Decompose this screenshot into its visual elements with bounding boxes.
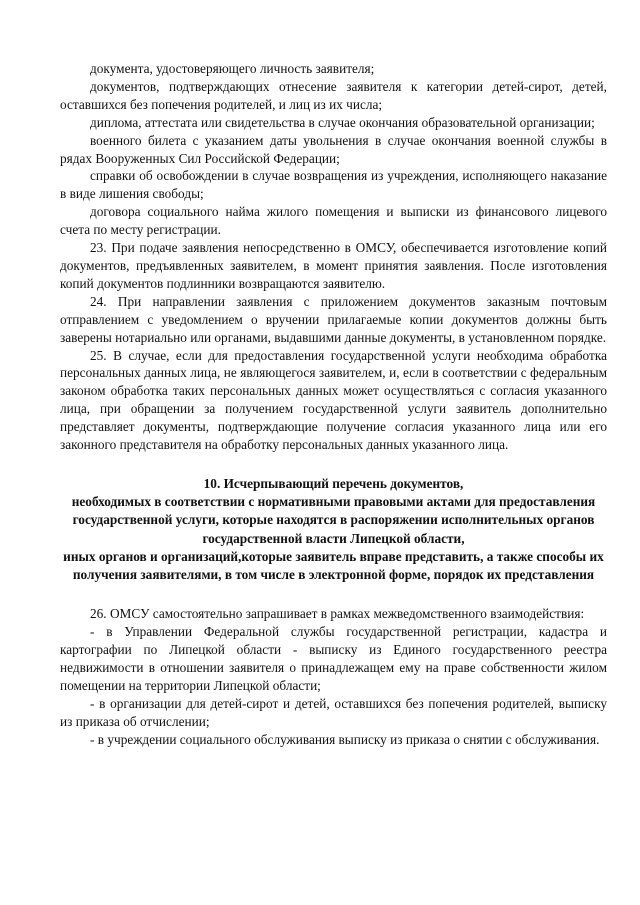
section-heading-line: 10. Исчерпывающий перечень документов, bbox=[203, 475, 464, 491]
document-body bbox=[60, 60, 607, 748]
paragraph: документа, удостоверяющего личность заявителя; bbox=[90, 61, 375, 76]
paragraph: диплома, аттестата или свидетельства в случае окончания образовательной организации; bbox=[90, 114, 595, 130]
list-item: - в Управлении Федеральной службы государственной регистрации, кадастра и картографии по Липецкой области - выписку из Единого государственного реестра недвижимости в отношении заявителя о принадлежащем ему на праве собственности жилом помещении на территории Липецкой области; bbox=[60, 624, 607, 693]
paragraph: справки об освобождении в случае возвращения из учреждения, исполняющего наказание в виде лишения свободы; bbox=[60, 168, 607, 202]
section-heading-line: необходимых в соответствии с нормативными правовыми актами для предоставления государственной услуги, которые находятся в распоряжении исполнительных органов государственной власти Липецкой области, bbox=[71, 494, 596, 546]
paragraph: военного билета с указанием даты увольнения в случае окончания военной службы в рядах Вооруженных Сил Российской Федерации; bbox=[60, 132, 607, 166]
paragraph-26: 26. ОМСУ самостоятельно запрашивает в рамках межведомственного взаимодействия: bbox=[90, 606, 585, 622]
paragraph-23: 23. При подаче заявления непосредственно в ОМСУ, обеспечивается изготовление копий документов, предъявленных заявителем, в момент принятия заявления. После изготовления копий документов подлинники возвращаются заявителю. bbox=[60, 240, 607, 291]
paragraph-24: 24. При направлении заявления с приложением документов заказным почтовым отправлением с уведомлением о вручении прилагаемые копии документов должны быть заверены нотариально или органами, выдавшими данные документы, в установленном порядке. bbox=[60, 293, 607, 345]
list-item: - в учреждении социального обслуживания выписку из приказа о снятии с обслуживания. bbox=[90, 731, 600, 747]
paragraph-25: 25. В случае, если для предоставления государственной услуги необходима обработка персональных данных лица, не являющегося заявителем, и, если в соответствии с федеральным законом обработка таких персональных данных может осуществляться с согласия указанного лица, при обращении за получением государственной услуги заявитель дополнительно представляет документы, подтверждающие получение согласия указанного лица или его законного представителя на обработку персональных данных указанного лица. bbox=[60, 347, 607, 453]
paragraph: документов, подтверждающих отнесение заявителя к категории детей-сирот, детей, оставшихся без попечения родителей, и лиц из их числа; bbox=[60, 78, 607, 112]
section-heading bbox=[60, 475, 607, 584]
paragraph: договора социального найма жилого помещения и выписки из финансового лицевого счета по месту регистрации. bbox=[60, 204, 607, 238]
section-heading-line: иных органов и организаций,которые заявитель вправе представить, а также способы их получения заявителями, в том числе в электронной форме, порядок их представления bbox=[63, 548, 604, 582]
list-item: - в организации для детей-сирот и детей, оставшихся без попечения родителей, выписку из приказа об отчислении; bbox=[60, 695, 607, 729]
